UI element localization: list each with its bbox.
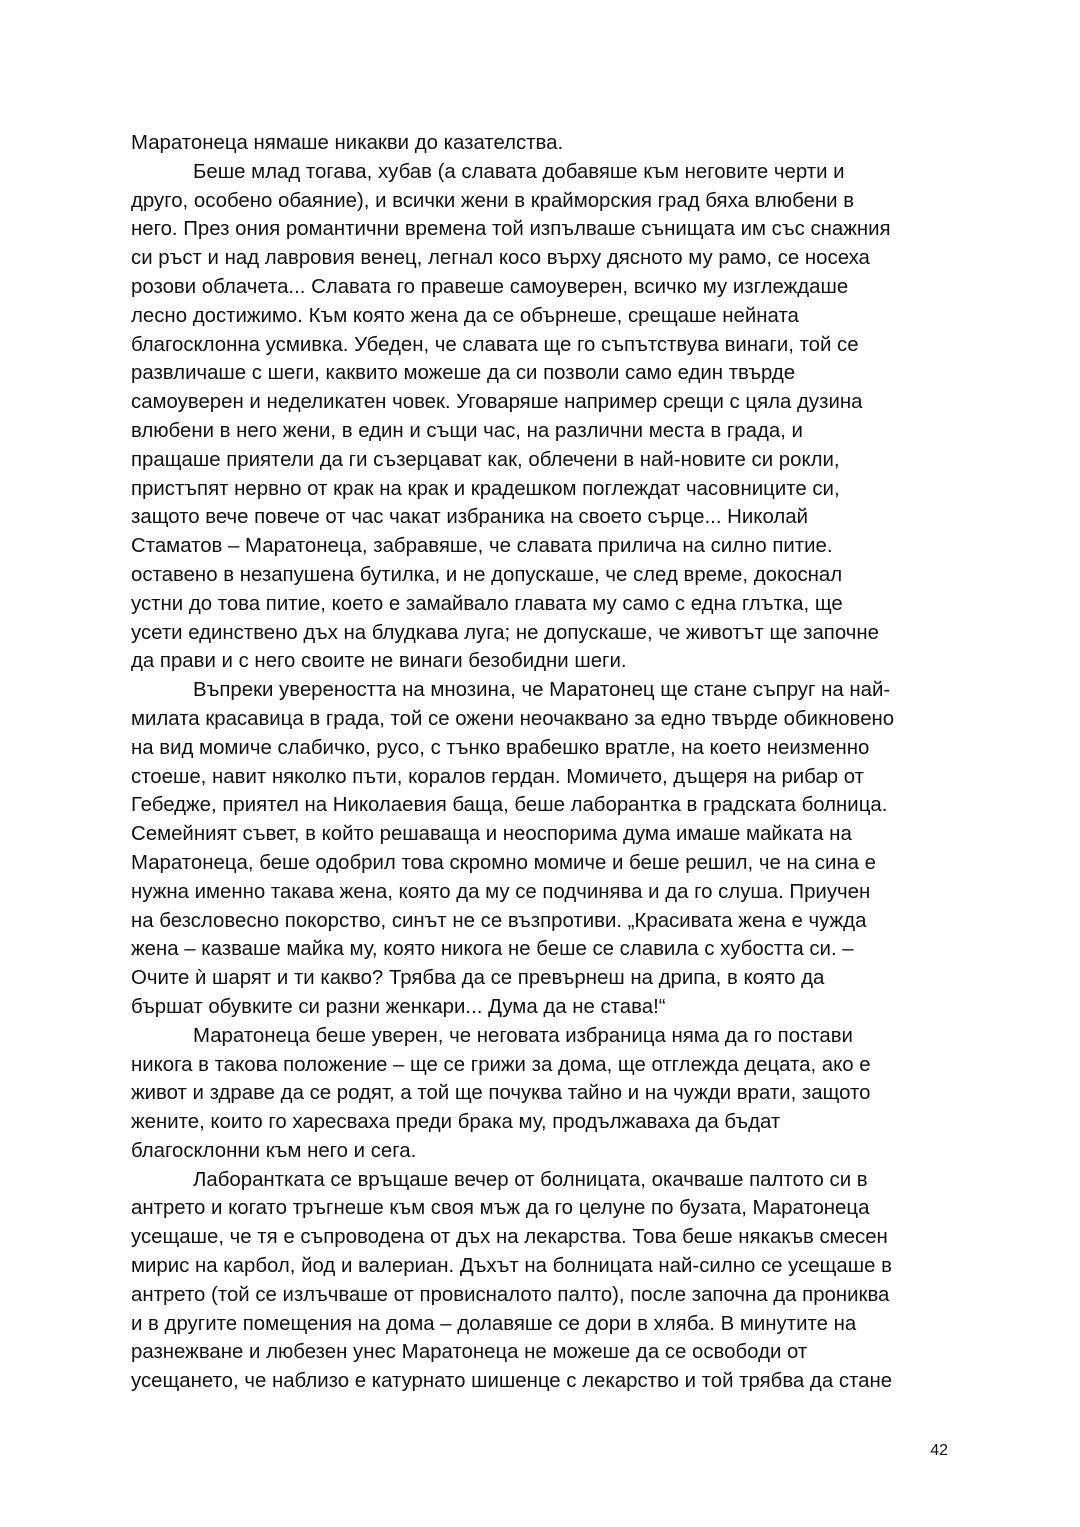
text-line: на вид момиче слабичко, русо, с тънко врабешко вратле, на което неизменно — [131, 736, 870, 759]
text-line: антрето и когато тръгнеше към своя мъж да го целуне по бузата, Маратонеца — [131, 1197, 870, 1220]
paragraph-first-line: Лаборантката се връщаше вечер от болницата, окачваше палтото си в — [193, 1168, 868, 1191]
text-line: пращаше приятели да ги съзерцават как, облечени в най-новите си рокли, — [131, 448, 840, 471]
paragraph-first-line: Маратонеца беше уверен, че неговата избраница няма да го постави — [193, 1024, 853, 1047]
text-line: жена – казваше майка му, която никога не беше се славила с хубостта си. – — [131, 938, 854, 961]
text-line: стоеше, навит няколко пъти, коралов гердан. Момичето, дъщеря на рибар от — [131, 765, 864, 788]
text-line: оставено в незапушена бутилка, и не допускаше, че след време, докоснал — [131, 563, 843, 586]
page-number: 42 — [930, 1442, 948, 1459]
text-line: милата красавица в града, той се ожени неочаквано за едно твърде обикновено — [131, 707, 895, 730]
text-line: Гебедже, приятел на Николаевия баща, беше лаборантка в градската болница. — [131, 794, 888, 817]
text-line: Маратонеца нямаше никакви до казателства. — [131, 132, 564, 154]
text-line: устни до това питие, което е замайвало главата му само с една глътка, ще — [131, 592, 843, 615]
text-line: лесно достижимо. Към която жена да се обърнеше, срещаше нейната — [131, 304, 799, 327]
text-line: друго, особено обаяние), и всички жени в крайморския град бяха влюбени в — [131, 189, 855, 212]
text-line: жените, които го харесваха преди брака му, продължаваха да бъдат — [131, 1111, 781, 1134]
text-line: разнежване и любезен унес Маратонеца не можеше да се освободи от — [131, 1341, 808, 1364]
text-line: благосклонна усмивка. Убеден, че славата ще го съпътствува винаги, той се — [131, 333, 859, 356]
paragraph-first-line: Беше млад тогава, хубав (а славата добавяше към неговите черти и — [193, 160, 845, 183]
text-line: Стаматов – Маратонеца, забравяше, че славата прилича на силно питие. — [131, 535, 833, 558]
text-line: розови облачета... Славата го правеше самоуверен, всичко му изглеждаше — [131, 275, 849, 298]
text-line: Семейният съвет, в който решаваща и неоспорима дума имаше майката на — [131, 823, 852, 846]
text-line: си ръст и над лавровия венец, легнал косо върху дясното му рамо, се носеха — [131, 247, 870, 270]
text-line: бършат обувките си разни женкари... Дума да не става!“ — [131, 995, 666, 1018]
text-line: на безсловесно покорство, синът не се възпротиви. „Красивата жена е чужда — [131, 909, 867, 932]
text-line: развличаше с шеги, каквито можеше да си позволи само един твърде — [131, 362, 796, 385]
text-line: антрето (той се излъчваше от провисналото палто), после започна да прониква — [131, 1283, 890, 1306]
text-line: самоуверен и неделикатен човек. Уговаряше например срещи с цяла дузина — [131, 391, 863, 414]
text-line: мирис на карбол, йод и валериан. Дъхът на болницата най-силно се усещаше в — [131, 1255, 892, 1278]
text-line: защото вече повече от час чакат избраника на своето сърце... Николай — [131, 506, 808, 529]
text-line: усещането, че наблизо е катурнато шишенце с лекарство и той трябва да стане — [131, 1370, 893, 1393]
text-line: влюбени в него жени, в един и същи час, на различни места в града, и — [131, 419, 803, 442]
text-line: усети единствено дъх на блудкава луга; не допускаше, че животът ще започне — [131, 621, 879, 644]
text-line: и в другите помещения на дома – долавяше се дори в хляба. В минутите на — [131, 1312, 857, 1335]
text-line: благосклонни към него и сега. — [131, 1139, 417, 1162]
body-text — [131, 129, 961, 1396]
text-line: него. През ония романтични времена той изпълваше сънищата им със снажния — [131, 218, 891, 241]
text-line: усещаше, че тя е съпроводена от дъх на лекарства. Това беше някакъв смесен — [131, 1226, 888, 1249]
text-line: пристъпят нервно от крак на крак и крадешком поглеждат часовниците си, — [131, 477, 840, 500]
text-line: да прави и с него своите не винаги безобидни шеги. — [131, 650, 627, 673]
paragraph-first-line: Въпреки увереността на мнозина, че Маратонец ще стане съпруг на най- — [193, 679, 891, 702]
text-line: нужна именно такава жена, която да му се подчинява и да го слуша. Приучен — [131, 880, 871, 903]
text-line: живот и здраве да се родят, а той ще почуква тайно и на чужди врати, защото — [131, 1082, 871, 1105]
text-line: Маратонеца, беше одобрил това скромно момиче и беше решил, че на сина е — [131, 851, 876, 874]
text-line: Очите ѝ шарят и ти какво? Трябва да се превърнеш на дрипа, в която да — [131, 967, 825, 990]
text-line: никога в такова положение – ще се грижи за дома, ще отглежда децата, ако е — [131, 1053, 871, 1076]
